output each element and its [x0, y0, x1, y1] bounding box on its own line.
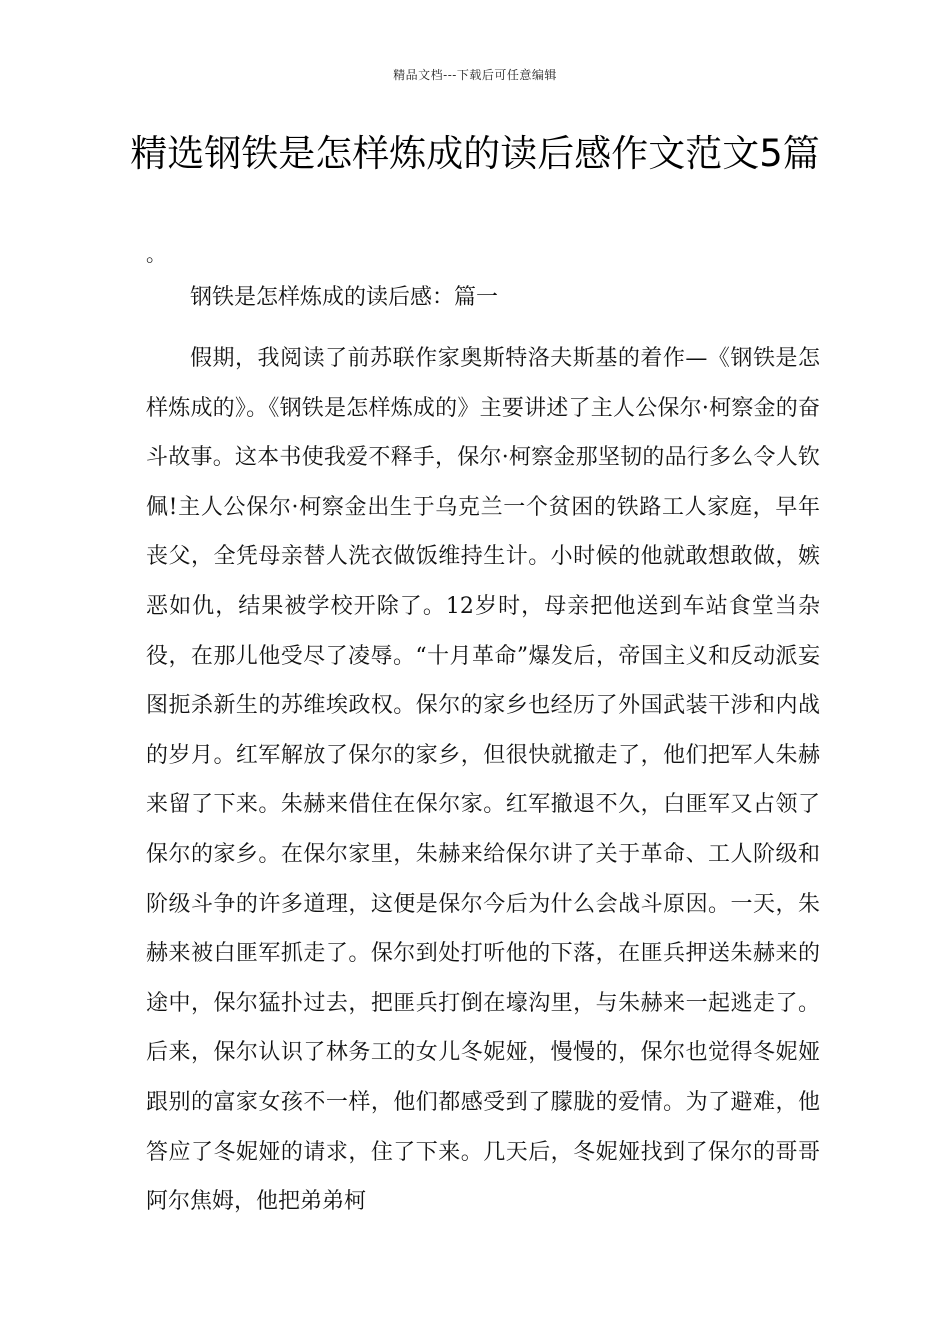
section-heading: 钢铁是怎样炼成的读后感：篇一 — [190, 285, 499, 310]
document-title: 精选钢铁是怎样炼成的读后感作文范文5篇 — [130, 132, 820, 175]
stray-punctuation: 。 — [146, 242, 166, 266]
body-paragraph: 假期，我阅读了前苏联作家奥斯特洛夫斯基的着作—《钢铁是怎样炼成的》。《钢铁是怎样炼成的》主要讲述了主人公保尔·柯察金的奋斗故事。这本书使我爱不释手，保尔·柯察金那坚韧的品行多么令人钦佩!主人公保尔·柯察金出生于乌克兰一个贫困的铁路工人家庭，早年丧父，全凭母亲替人洗衣做饭维持生计。小时候的他就敢想敢做，嫉恶如仇，结果被学校开除了。12岁时，母亲把他送到车站食堂当杂役，在那儿他受尽了凌辱。“十月革命”爆发后，帝国主义和反动派妄图扼杀新生的苏维埃政权。保尔的家乡也经历了外国武装干涉和内战的岁月。红军解放了保尔的家乡，但很快就撤走了，他们把军人朱赫来留了下来。朱赫来借住在保尔家。红军撤退不久，白匪军又占领了保尔的家乡。在保尔家里，朱赫来给保尔讲了关于革命、工人阶级和阶级斗争的许多道理，这便是保尔今后为什么会战斗原因。一天，朱赫来被白匪军抓走了。保尔到处打听他的下落，在匪兵押送朱赫来的途中，保尔猛扑过去，把匪兵打倒在壕沟里，与朱赫来一起逃走了。后来，保尔认识了林务工的女儿冬妮娅，慢慢的，保尔也觉得冬妮娅跟别的富家女孩不一样，他们都感受到了朦胧的爱情。为了避难，他答应了冬妮娅的请求，住了下来。几天后，冬妮娅找到了保尔的哥哥阿尔焦姆，他把弟弟柯 — [146, 346, 820, 1215]
page-header-note: 精品文档---下载后可任意编辑 — [393, 68, 557, 82]
